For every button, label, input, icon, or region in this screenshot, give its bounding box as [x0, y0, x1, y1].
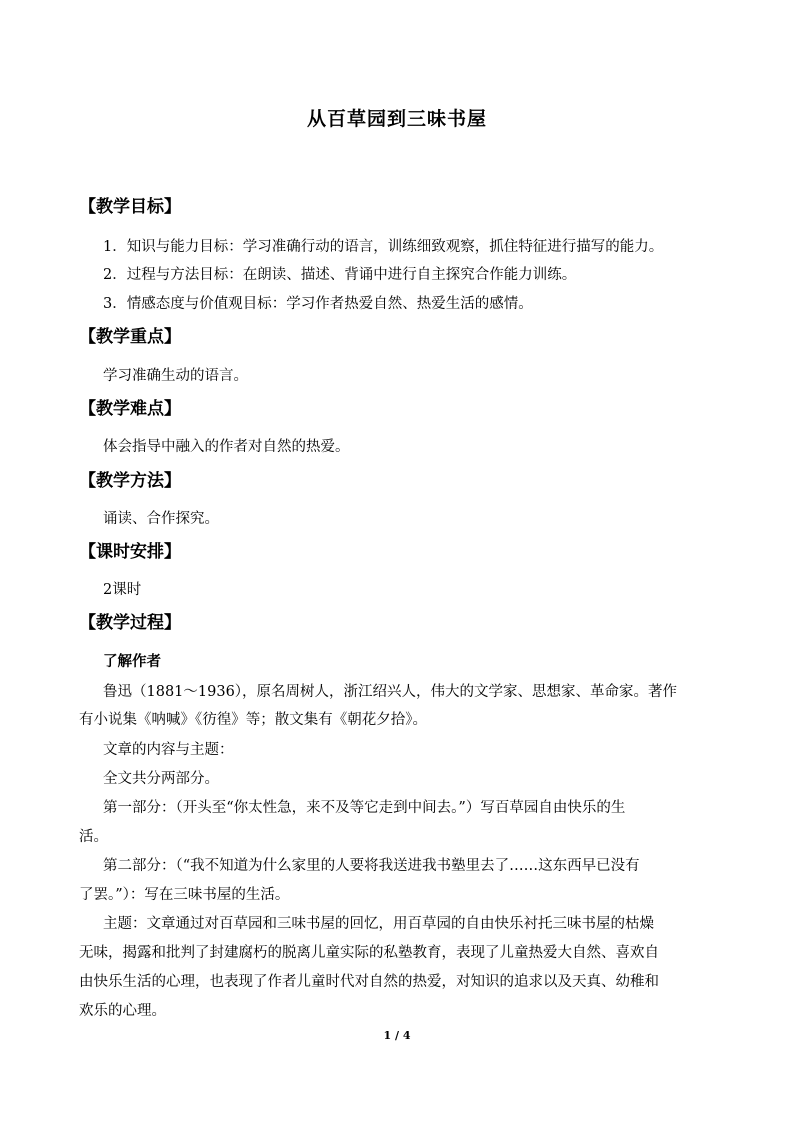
part2-line-2: 了罢。”）：写在三味书屋的生活。 — [79, 887, 290, 903]
part1-line-1: 第一部分：（开头至“你太性急，来不及等它走到中间去。”）写百草园自由快乐的生 — [103, 800, 626, 816]
heading-methods: 【教学方法】 — [79, 471, 181, 491]
heading-schedule: 【课时安排】 — [79, 542, 181, 562]
heading-key-points: 【教学重点】 — [79, 327, 181, 347]
two-parts-text: 全文共分两部分。 — [103, 771, 219, 787]
author-line-2: 有小说集《呐喊》《彷徨》等；散文集有《朝花夕拾》。 — [79, 712, 427, 728]
content-label: 文章的内容与主题： — [103, 742, 234, 758]
theme-line-1: 主题：文章通过对百草园和三味书屋的回忆，用百草园的自由快乐衬托三味书屋的枯燥 — [103, 916, 654, 932]
objective-item-1: 1．知识与能力目标：学习准确行动的语言，训练细致观察，抓住特征进行描写的能力。 — [103, 239, 664, 255]
objective-item-2: 2．过程与方法目标：在朗读、描述、背诵中进行自主探究合作能力训练。 — [103, 267, 577, 283]
part2-line-1: 第二部分：（“我不知道为什么家里的人要将我送进我书塾里去了……这东西早已没有 — [103, 858, 640, 874]
theme-line-2: 无味，揭露和批判了封建腐朽的脱离儿童实际的私塾教育，表现了儿童热爱大自然、喜欢自 — [79, 945, 659, 961]
page-number: 1 / 4 — [383, 1029, 411, 1042]
methods-text: 诵读、合作探究。 — [103, 511, 219, 527]
difficulties-text: 体会指导中融入的作者对自然的热爱。 — [103, 439, 350, 455]
document-title: 从百草园到三味书屋 — [306, 108, 487, 130]
schedule-text: 2课时 — [103, 582, 142, 598]
objective-item-3: 3．情感态度与价值观目标：学习作者热爱自然、热爱生活的感情。 — [103, 296, 533, 312]
heading-process: 【教学过程】 — [79, 613, 181, 633]
subheading-about-author: 了解作者 — [103, 653, 161, 670]
heading-objectives: 【教学目标】 — [79, 197, 181, 217]
author-line-1: 鲁迅（1881～1936），原名周树人，浙江绍兴人，伟大的文学家、思想家、革命家。著作 — [103, 684, 678, 700]
part1-line-2: 活。 — [79, 829, 108, 845]
theme-line-3: 由快乐生活的心理，也表现了作者儿童时代对自然的热爱，对知识的追求以及天真、幼稚和 — [79, 974, 659, 990]
key-points-text: 学习准确生动的语言。 — [103, 368, 248, 384]
theme-line-4: 欢乐的心理。 — [79, 1003, 166, 1019]
heading-difficulties: 【教学难点】 — [79, 399, 181, 419]
